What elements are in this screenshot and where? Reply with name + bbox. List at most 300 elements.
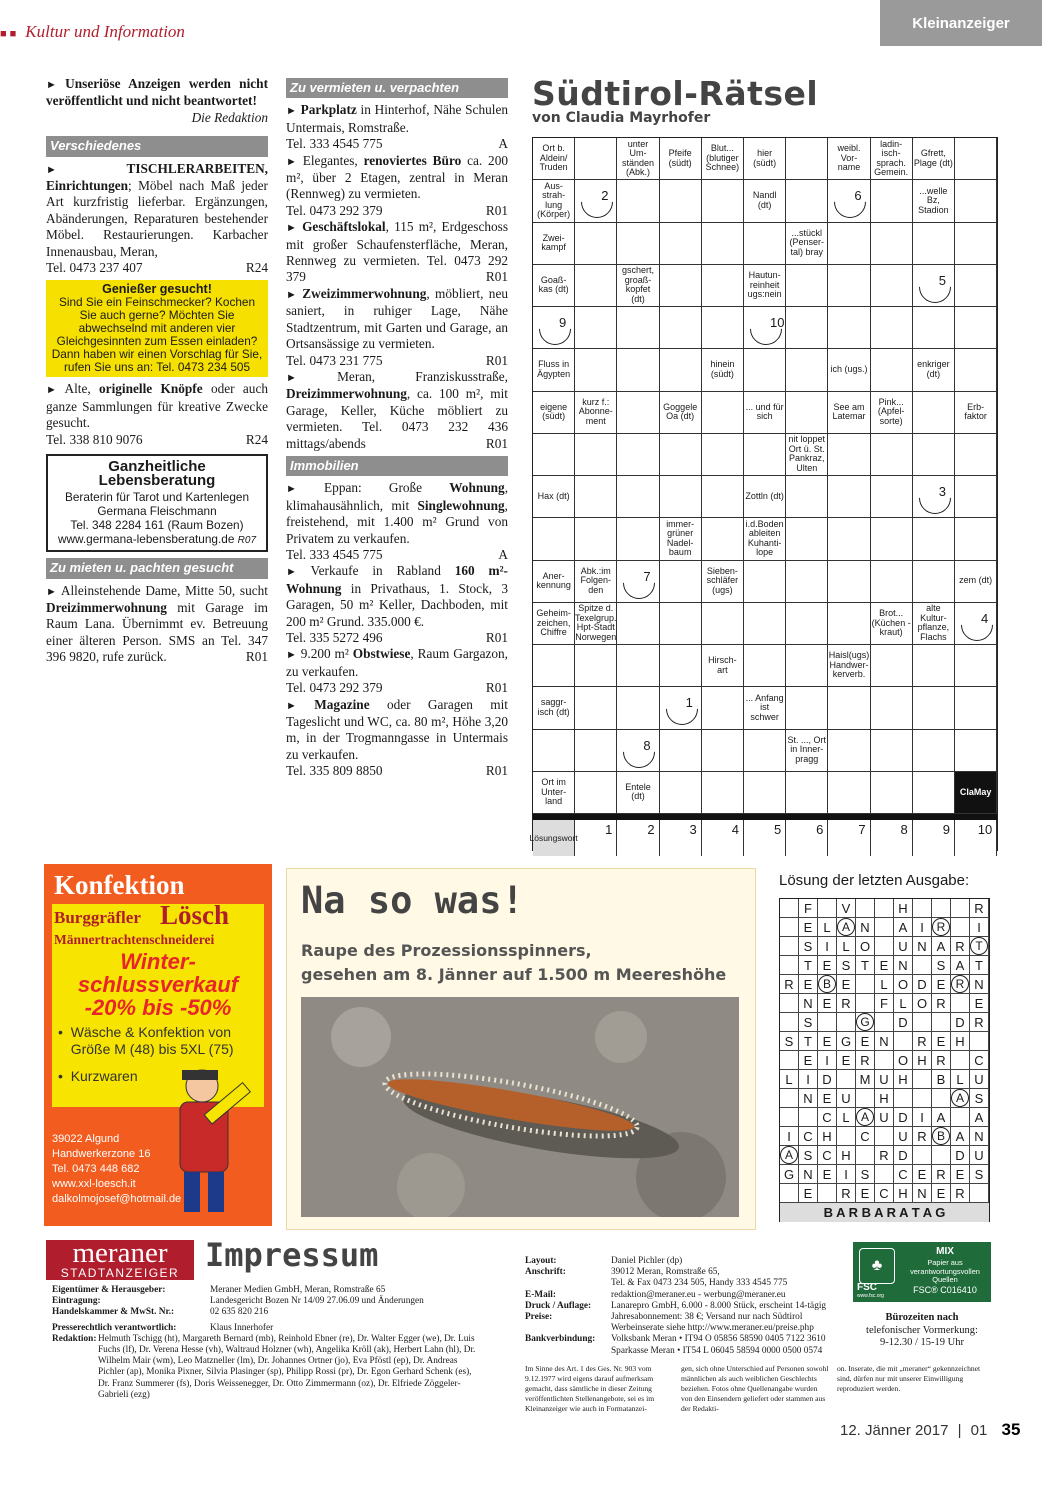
clue-cell [828, 392, 870, 434]
solution-letter: N [970, 975, 989, 994]
clue-cell [744, 392, 786, 434]
fsc-code: FSC® C016410 [913, 1285, 977, 1295]
grid-cell[interactable] [575, 434, 617, 476]
grid-cell[interactable] [702, 518, 744, 560]
solution-letter [856, 994, 875, 1013]
clue-cell [575, 603, 617, 645]
solution-letter [780, 937, 799, 956]
solution-letter: H [818, 1127, 837, 1146]
solution-letter: E [799, 975, 818, 994]
grid-cell[interactable] [871, 476, 913, 518]
grid-cell[interactable] [955, 518, 997, 560]
grid-cell[interactable] [871, 349, 913, 391]
clue-cell [913, 138, 955, 180]
solution-letter: M [856, 1070, 875, 1089]
solution-letter: B [932, 1070, 951, 1089]
grid-cell[interactable] [575, 772, 617, 814]
solution-letter: E [932, 1184, 951, 1203]
solution-letter: D [951, 1146, 970, 1165]
clue-text: Entele (dt) [625, 781, 651, 802]
grid-cell[interactable] [617, 180, 659, 222]
grid-cell[interactable] [913, 434, 955, 476]
grid-cell[interactable] [955, 180, 997, 222]
solution-number: 5 [938, 272, 947, 288]
solution-letter: S [780, 1032, 799, 1051]
solution-letter: T [856, 956, 875, 975]
solution-letter: U [894, 1127, 913, 1146]
solution-letter [875, 937, 894, 956]
grid-cell[interactable] [575, 349, 617, 391]
solution-letter: L [894, 994, 913, 1013]
grid-cell[interactable] [871, 223, 913, 265]
solution-letter: R [970, 1013, 989, 1032]
solution-letter: E [951, 1165, 970, 1184]
solution-letter: H [951, 1032, 970, 1051]
solution-letter [913, 899, 932, 918]
grid-cell[interactable] [871, 645, 913, 687]
grid-cell[interactable] [617, 392, 659, 434]
grid-cell[interactable] [913, 645, 955, 687]
solution-letter: C [856, 1127, 875, 1146]
solution-letter: D [951, 1013, 970, 1032]
fsc-badge [853, 1242, 991, 1302]
grid-cell[interactable] [575, 307, 617, 349]
grid-cell[interactable] [660, 730, 702, 772]
solution-letter: L [951, 1070, 970, 1089]
solution-letter [894, 1032, 913, 1051]
grid-cell[interactable] [828, 518, 870, 560]
clue-text: Aner- kennung [536, 570, 571, 591]
clue-cell [786, 730, 828, 772]
solution-letter [818, 1013, 837, 1032]
solution-letter: C [894, 1165, 913, 1184]
solution-letter: D [818, 1070, 837, 1089]
solution-letter: E [818, 956, 837, 975]
crossword-grid [529, 137, 998, 851]
grid-cell[interactable] [617, 307, 659, 349]
solution-letter: I [799, 1070, 818, 1089]
grid-cell[interactable] [744, 561, 786, 603]
grid-cell[interactable] [786, 307, 828, 349]
footer-page: 35 [1001, 1420, 1021, 1439]
column-2 [286, 78, 508, 780]
grid-cell[interactable] [955, 687, 997, 729]
solution-letter [837, 1070, 856, 1089]
clue-text: Aus- strah- lung (Körper) [537, 180, 571, 220]
solution-letter: U [970, 1070, 989, 1089]
solution-label: Lösungswort [533, 820, 575, 856]
solution-letter: F [875, 994, 894, 1013]
solution-letter: V [837, 899, 856, 918]
solution-letter [780, 1108, 799, 1127]
grid-cell[interactable] [828, 476, 870, 518]
header-squares: ■■ [0, 28, 20, 40]
solution-letter: L [837, 1108, 856, 1127]
solution-letter: H [837, 1146, 856, 1165]
grid-cell[interactable] [617, 223, 659, 265]
grid-cell[interactable] [871, 730, 913, 772]
grid-cell[interactable] [786, 772, 828, 814]
clue-cell [955, 392, 997, 434]
solution-letter: N [913, 937, 932, 956]
grid-cell[interactable] [786, 561, 828, 603]
grid-cell[interactable] [913, 730, 955, 772]
grid-cell[interactable] [575, 223, 617, 265]
grid-cell[interactable] [702, 687, 744, 729]
grid-cell[interactable] [828, 307, 870, 349]
grid-cell[interactable] [913, 392, 955, 434]
solution-letter: A [932, 1108, 951, 1127]
solution-letter: A [932, 937, 951, 956]
grid-cell[interactable] [702, 223, 744, 265]
solution-letter [951, 1108, 970, 1127]
clue-cell [533, 476, 575, 518]
grid-cell[interactable] [786, 180, 828, 222]
grid-cell[interactable] [660, 772, 702, 814]
solution-letter [894, 1089, 913, 1108]
clue-cell [744, 518, 786, 560]
solution-letter: U [894, 937, 913, 956]
solution-letter: E [818, 1089, 837, 1108]
grid-cell[interactable] [617, 603, 659, 645]
grid-cell[interactable] [913, 561, 955, 603]
grid-cell[interactable] [744, 603, 786, 645]
clue-text: zem (dt) [959, 575, 993, 586]
solution-number-cell: 9 [913, 820, 955, 856]
grid-cell[interactable] [828, 772, 870, 814]
grid-cell[interactable] [744, 645, 786, 687]
grid-cell[interactable] [575, 138, 617, 180]
grid-cell[interactable] [871, 518, 913, 560]
clue-cell [702, 138, 744, 180]
clue-cell [744, 687, 786, 729]
grid-cell[interactable] [955, 434, 997, 476]
grid-cell[interactable] [828, 687, 870, 729]
solution-letter [913, 1070, 932, 1089]
clue-text: ...stückl (Penser- tal) bray [789, 227, 825, 257]
grid-cell[interactable] [828, 561, 870, 603]
grid-cell[interactable] [533, 518, 575, 560]
fsc-url: www.fsc.org [857, 1293, 884, 1299]
grid-cell[interactable] [786, 518, 828, 560]
solution-letter [875, 1051, 894, 1070]
solution-letter [875, 1013, 894, 1032]
konf-bullets: • Wäsche & Konfektion von Größe M (48) bis 5XL (75) • Kurzwaren [58, 1024, 234, 1084]
grid-cell[interactable] [786, 138, 828, 180]
grid-cell[interactable] [660, 180, 702, 222]
solution-letter: I [837, 1165, 856, 1184]
footer-issue: 01 [970, 1422, 988, 1439]
clue-cell [702, 349, 744, 391]
solution-letter: O [856, 937, 875, 956]
solution-letter: H [894, 899, 913, 918]
grid-cell[interactable] [660, 265, 702, 307]
grid-cell[interactable] [786, 349, 828, 391]
clue-cell [871, 392, 913, 434]
solution-letter: L [837, 937, 856, 956]
grid-cell[interactable] [786, 392, 828, 434]
clue-text: Zottln (dt) [745, 490, 784, 501]
clue-text: nit loppet Ort ü. St. Pankraz, Ulten [788, 434, 826, 473]
grid-cell[interactable] [617, 349, 659, 391]
solution-letter: L [875, 975, 894, 994]
solution-letter: U [875, 1108, 894, 1127]
grid-cell[interactable] [955, 730, 997, 772]
ad-rabland: ► Verkaufe in Rabland 160 m²-Wohnung in Privathaus, 1. Stock, 3 Garagen, 50 m² Keller, Dachboden, mit 200 m² Grund. 335.000 €. Tel. 335 5272 496 R01 [286, 563, 508, 645]
ad-geniesser: Genießer gesucht! Sind Sie ein Feinschmecker? Kochen Sie auch gerne? Möchten Sie abwechselnd mit anderen vier Gleichgesinnten zum Essen einladen? Dann haben wir einen Vorschlag für Sie, rufen Sie uns an: Tel. 0473 234 505 [46, 280, 268, 377]
grid-cell[interactable] [744, 730, 786, 772]
clue-text: Pfeife (südt) [668, 148, 692, 168]
grid-cell[interactable] [660, 434, 702, 476]
grid-cell[interactable] [744, 223, 786, 265]
grid-cell[interactable] [702, 730, 744, 772]
solution-letter: U [875, 1070, 894, 1089]
section-vermieten: Zu vermieten u. verpachten [286, 78, 508, 98]
ad-tischler: ► TISCHLERARBEITEN, Einrichtungen; Möbel nach Maß jeder Art kurzfristig lieferbar. Ergänzungen, Abänderungen, Reparaturen bestehender Möbel. Restaurierungen. Karbacher Innenausbau, Meran, Tel. 0473 237 407 R24 [46, 160, 268, 276]
clue-cell [828, 349, 870, 391]
clue-cell [955, 561, 997, 603]
puzzle-subtitle: von Claudia Mayrhofer [532, 110, 711, 126]
grid-cell[interactable] [955, 349, 997, 391]
ad-konfektion [44, 864, 272, 1226]
fsc-logo-text: FSC [857, 1282, 877, 1293]
grid-cell[interactable] [871, 265, 913, 307]
grid-cell[interactable] [660, 603, 702, 645]
grid-cell[interactable] [744, 434, 786, 476]
solution-letter: T [799, 956, 818, 975]
solution-letter [856, 1089, 875, 1108]
solution-letter: A [856, 1108, 875, 1127]
grid-cell[interactable] [575, 645, 617, 687]
grid-cell[interactable] [660, 349, 702, 391]
clue-text: Gfrett, Plage (dt) [913, 148, 953, 168]
grid-cell[interactable] [702, 772, 744, 814]
solution-letter [951, 994, 970, 1013]
grid-cell[interactable] [702, 307, 744, 349]
grid-cell[interactable] [702, 434, 744, 476]
solution-number-cell: 6 [786, 820, 828, 856]
solution-letter: O [894, 975, 913, 994]
grid-cell[interactable] [660, 645, 702, 687]
clue-text: See am Latemar [832, 401, 866, 422]
grid-cell[interactable] [533, 645, 575, 687]
grid-cell[interactable] [955, 307, 997, 349]
solution-number-cell: 3 [660, 820, 702, 856]
grid-cell[interactable] [575, 730, 617, 772]
clue-text: Hax (dt) [537, 490, 570, 501]
grid-cell[interactable] [702, 392, 744, 434]
clue-cell [913, 180, 955, 222]
clue-text: Ort im Unter- land [541, 777, 567, 807]
grid-cell[interactable] [871, 772, 913, 814]
ad-magazine: ► Magazine oder Garagen mit Tageslicht und WC, ca. 80 m², Höhe 3,20 m, in der Trogmanngasse in Untermais zu verkaufen. Tel. 335 809 8850 R01 [286, 696, 508, 779]
solution-letter: H [894, 1070, 913, 1089]
solution-letter: A [951, 956, 970, 975]
clue-text: Sieben- schläfer (ugs) [706, 565, 739, 595]
grid-cell[interactable] [702, 603, 744, 645]
grid-cell[interactable] [828, 223, 870, 265]
last-solution-title: Lösung der letzten Ausgabe: [779, 872, 970, 889]
grid-cell[interactable] [913, 223, 955, 265]
grid-cell[interactable] [744, 772, 786, 814]
solution-letter: C [875, 1184, 894, 1203]
grid-cell[interactable] [786, 476, 828, 518]
clue-text: kurz f.: Abonne- ment [578, 396, 613, 426]
konf-brand1: Burggräfler [54, 908, 141, 927]
last-solution-grid [779, 898, 990, 1222]
page-footer: 12. Jänner 2017 | 01 35 [840, 1420, 1021, 1439]
solution-letter [780, 899, 799, 918]
clue-cell [871, 138, 913, 180]
grid-cell[interactable] [955, 476, 997, 518]
grid-cell[interactable] [617, 434, 659, 476]
solution-letter: L [780, 1070, 799, 1089]
clue-text: hier (südt) [753, 148, 777, 168]
solution-letter [932, 1146, 951, 1165]
clue-text: Goggele Oa (dt) [663, 401, 698, 422]
legal-note: Im Sinne des Art. 1 des Ges. Nr. 903 vom 9.12.1977 wird eigens darauf aufmerksam gemacht, dass sämtliche in dieser Zeitung veröffentlichten Stellenangebote, sei es im Kleinanzeiger wie auch in Formatanzei- gen, sich ohne Unterschied auf Personen sowohl männlichen als auch weiblichen Geschlechts beziehen. Fotos ohne Quellenangabe wurden von den Einsendern geliefert oder stammen aus der Redakti- on. Inserate, die mit „meraner“ gekennzeichnet sind, dürfen nur mit unserer Einwilligung reproduziert werden. [525, 1364, 981, 1413]
grid-cell[interactable] [575, 687, 617, 729]
solution-letter: R [951, 937, 970, 956]
meraner-logo: meraner STADTANZEIGER [46, 1240, 194, 1280]
solution-letter: R [932, 1051, 951, 1070]
grid-cell[interactable] [913, 687, 955, 729]
clue-cell [533, 561, 575, 603]
solution-letter: R [932, 1165, 951, 1184]
grid-cell[interactable] [660, 476, 702, 518]
solution-letter [799, 1108, 818, 1127]
solution-row [529, 814, 997, 856]
clue-text: ladin- isch- sprach. Gemein. [874, 138, 909, 178]
solution-letter: A [780, 1146, 799, 1165]
notice: ► Unseriöse Anzeigen werden nicht veröffentlicht und nicht beantwortet! Die Redaktion [46, 76, 268, 125]
solution-letter: D [894, 1013, 913, 1032]
solution-letter: S [970, 1089, 989, 1108]
grid-cell[interactable] [575, 476, 617, 518]
fsc-mix: MIX [936, 1246, 954, 1257]
category-tab [880, 0, 1042, 46]
solution-letter [856, 975, 875, 994]
grid-cell[interactable] [786, 603, 828, 645]
grid-cell[interactable] [533, 434, 575, 476]
grid-cell[interactable] [660, 307, 702, 349]
grid-cell[interactable] [702, 180, 744, 222]
solution-letter: N [913, 1184, 932, 1203]
clue-text: Goaß- kas (dt) [538, 274, 569, 295]
solution-letter: N [856, 918, 875, 937]
clue-cell [575, 392, 617, 434]
solution-letter: E [875, 956, 894, 975]
grid-cell[interactable] [702, 476, 744, 518]
grid-cell[interactable] [828, 265, 870, 307]
ad-obstwiese: ► 9.200 m² Obstwiese, Raum Gargazon, zu verkaufen. Tel. 0473 292 379 R01 [286, 646, 508, 696]
clue-text: Fluss in Ägypten [537, 359, 571, 379]
grid-cell[interactable] [955, 223, 997, 265]
fsc-text: Papier aus verantwortungsvollen Quellen [910, 1258, 980, 1284]
grid-cell[interactable] [533, 730, 575, 772]
grid-cell[interactable] [871, 180, 913, 222]
grid-cell[interactable] [828, 730, 870, 772]
clue-text: ... und für sich [745, 401, 784, 422]
clue-text: immer- grüner Nadel- baum [666, 518, 695, 558]
solution-letter: I [818, 1051, 837, 1070]
grid-cell[interactable] [660, 223, 702, 265]
grid-cell[interactable] [786, 645, 828, 687]
grid-cell[interactable] [955, 265, 997, 307]
clue-text: eigene (südt) [540, 401, 568, 422]
solution-letter: A [894, 918, 913, 937]
solution-letter: R [932, 994, 951, 1013]
grid-cell[interactable] [575, 518, 617, 560]
grid-cell[interactable] [617, 476, 659, 518]
grid-cell[interactable] [575, 265, 617, 307]
solution-letter: E [932, 1032, 951, 1051]
solution-letter [837, 1127, 856, 1146]
clue-cell [786, 223, 828, 265]
nasowas-box [286, 868, 756, 1230]
solution-letter: C [818, 1146, 837, 1165]
grid-cell[interactable] [786, 265, 828, 307]
konf-sale: Winter- schlussverkauf -20% bis -50% [77, 949, 239, 1020]
clue-cell [744, 265, 786, 307]
grid-cell[interactable] [871, 561, 913, 603]
clue-cell [913, 349, 955, 391]
grid-cell[interactable] [660, 561, 702, 603]
solution-number: 8 [643, 737, 651, 753]
solution-letter [932, 1013, 951, 1032]
clue-cell [828, 645, 870, 687]
solution-number-cell: 2 [617, 820, 659, 856]
grid-cell[interactable] [955, 645, 997, 687]
solution-letter: I [913, 1108, 932, 1127]
grid-cell[interactable] [702, 265, 744, 307]
grid-cell[interactable] [871, 434, 913, 476]
puzzle-title: Südtirol-Rätsel [532, 74, 819, 113]
solution-letter: S [970, 1165, 989, 1184]
grid-cell[interactable] [913, 518, 955, 560]
clue-text: Brot... (Küchen -kraut) [871, 608, 911, 638]
solution-letter: R [837, 1184, 856, 1203]
solution-letter: R [932, 918, 951, 937]
clue-text: Haisl(ugs) Handwer- kerverb. [828, 650, 870, 680]
clue-text: ... Anfang ist schwer [745, 692, 784, 722]
solution-letter: U [970, 1146, 989, 1165]
solution-number: 10 [770, 315, 785, 330]
grid-cell[interactable] [955, 138, 997, 180]
grid-cell[interactable] [828, 603, 870, 645]
ad-dame: ► Alleinstehende Dame, Mitte 50, sucht Dreizimmerwohnung mit Garage im Raum Lana. Übernimmt ev. Betreuung einer älteren Person. SMS an Tel. 347 396 9820, rufe zurück. R01 [46, 582, 268, 665]
solution-letter: O [894, 1051, 913, 1070]
clue-cell [786, 434, 828, 476]
grid-cell[interactable] [617, 518, 659, 560]
grid-cell[interactable] [913, 307, 955, 349]
grid-cell[interactable] [828, 434, 870, 476]
grid-cell[interactable] [913, 772, 955, 814]
grid-cell[interactable] [617, 687, 659, 729]
solution-letter: I [913, 918, 932, 937]
tailor-illustration [162, 1064, 266, 1222]
grid-cell[interactable] [871, 307, 913, 349]
clue-text: Pink... (Apfel- sorte) [877, 396, 905, 426]
grid-cell[interactable] [871, 687, 913, 729]
solution-letter [780, 956, 799, 975]
clue-text: Abk.:im Folgen- den [580, 565, 612, 595]
grid-cell[interactable] [786, 687, 828, 729]
solution-number-cell: 1 [575, 820, 617, 856]
solution-letter: A [837, 918, 856, 937]
grid-cell[interactable] [744, 349, 786, 391]
grid-cell[interactable] [617, 645, 659, 687]
